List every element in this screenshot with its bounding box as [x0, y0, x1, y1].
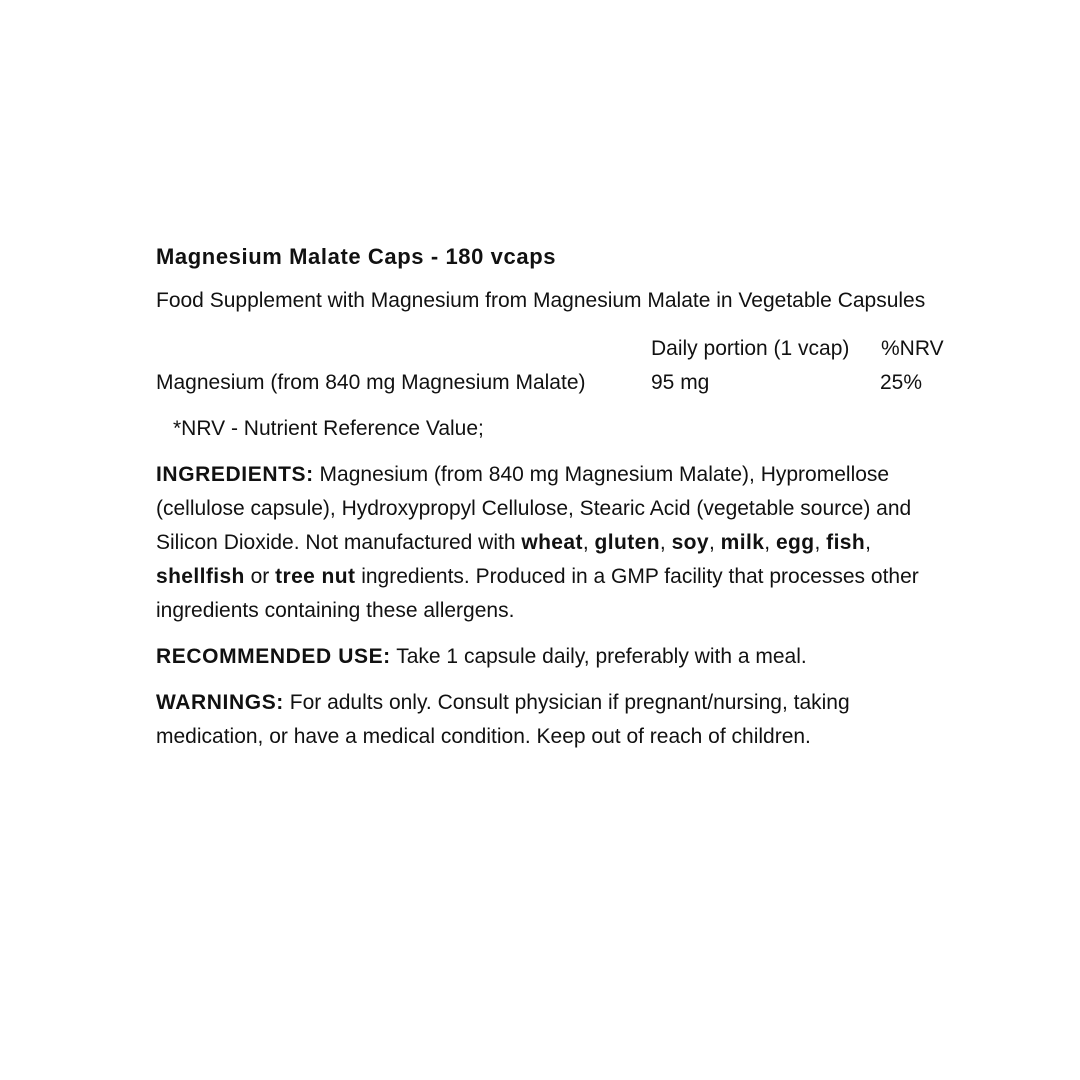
allergen-shellfish: shellfish: [156, 565, 245, 588]
header-nrv: %NRV: [881, 337, 944, 360]
allergen-wheat: wheat: [521, 531, 583, 554]
warnings-heading: WARNINGS:: [156, 691, 284, 714]
allergen-separator: or: [244, 565, 276, 588]
product-title: Magnesium Malate Caps - 180 vcaps: [156, 244, 557, 269]
allergen-separator: ,: [865, 531, 871, 554]
recommended-use-section: [156, 640, 956, 674]
warnings-section: [156, 686, 956, 754]
ingredients-heading: INGREDIENTS:: [156, 463, 314, 486]
nrv-note: *NRV - Nutrient Reference Value;: [173, 417, 484, 440]
allergen-separator: ,: [582, 531, 595, 554]
allergen-soy: soy: [671, 531, 709, 554]
product-subtitle: Food Supplement with Magnesium from Magnesium Malate in Vegetable Capsules: [156, 289, 926, 312]
allergen-fish: fish: [826, 531, 866, 554]
ingredients-section: [156, 458, 956, 628]
header-daily-portion: Daily portion (1 vcap): [651, 337, 850, 360]
nutrient-name: Magnesium (from 840 mg Magnesium Malate): [156, 371, 586, 394]
allergen-separator: ,: [814, 531, 827, 554]
recommended-use-text: Take 1 capsule daily, preferably with a meal.: [390, 645, 807, 668]
nutrient-amount: 95 mg: [651, 371, 710, 394]
ingredients-text-continued: ingredients. Produced in a GMP facility that processes other ingredients containing these allergens.: [156, 565, 919, 622]
ingredients-text: Magnesium (from 840 mg Magnesium Malate), Hypromellose (cellulose capsule), Hydroxypropyl Cellulose, Stearic Acid (vegetable source) and Silicon Dioxide. Not manufactured with: [156, 463, 912, 554]
nutrition-table: [156, 332, 956, 400]
allergen-milk: milk: [720, 531, 765, 554]
allergen-separator: ,: [708, 531, 721, 554]
warnings-text: For adults only. Consult physician if pregnant/nursing, taking medication, or have a medical condition. Keep out of reach of children.: [156, 691, 850, 748]
recommended-use-heading: RECOMMENDED USE:: [156, 645, 391, 668]
supplement-label: [156, 240, 956, 754]
allergen-separator: ,: [659, 531, 672, 554]
allergen-tree-nut: tree nut: [275, 565, 356, 588]
nutrient-nrv: 25%: [880, 371, 923, 394]
allergen-gluten: gluten: [594, 531, 660, 554]
allergen-egg: egg: [775, 531, 815, 554]
allergen-separator: ,: [764, 531, 776, 554]
